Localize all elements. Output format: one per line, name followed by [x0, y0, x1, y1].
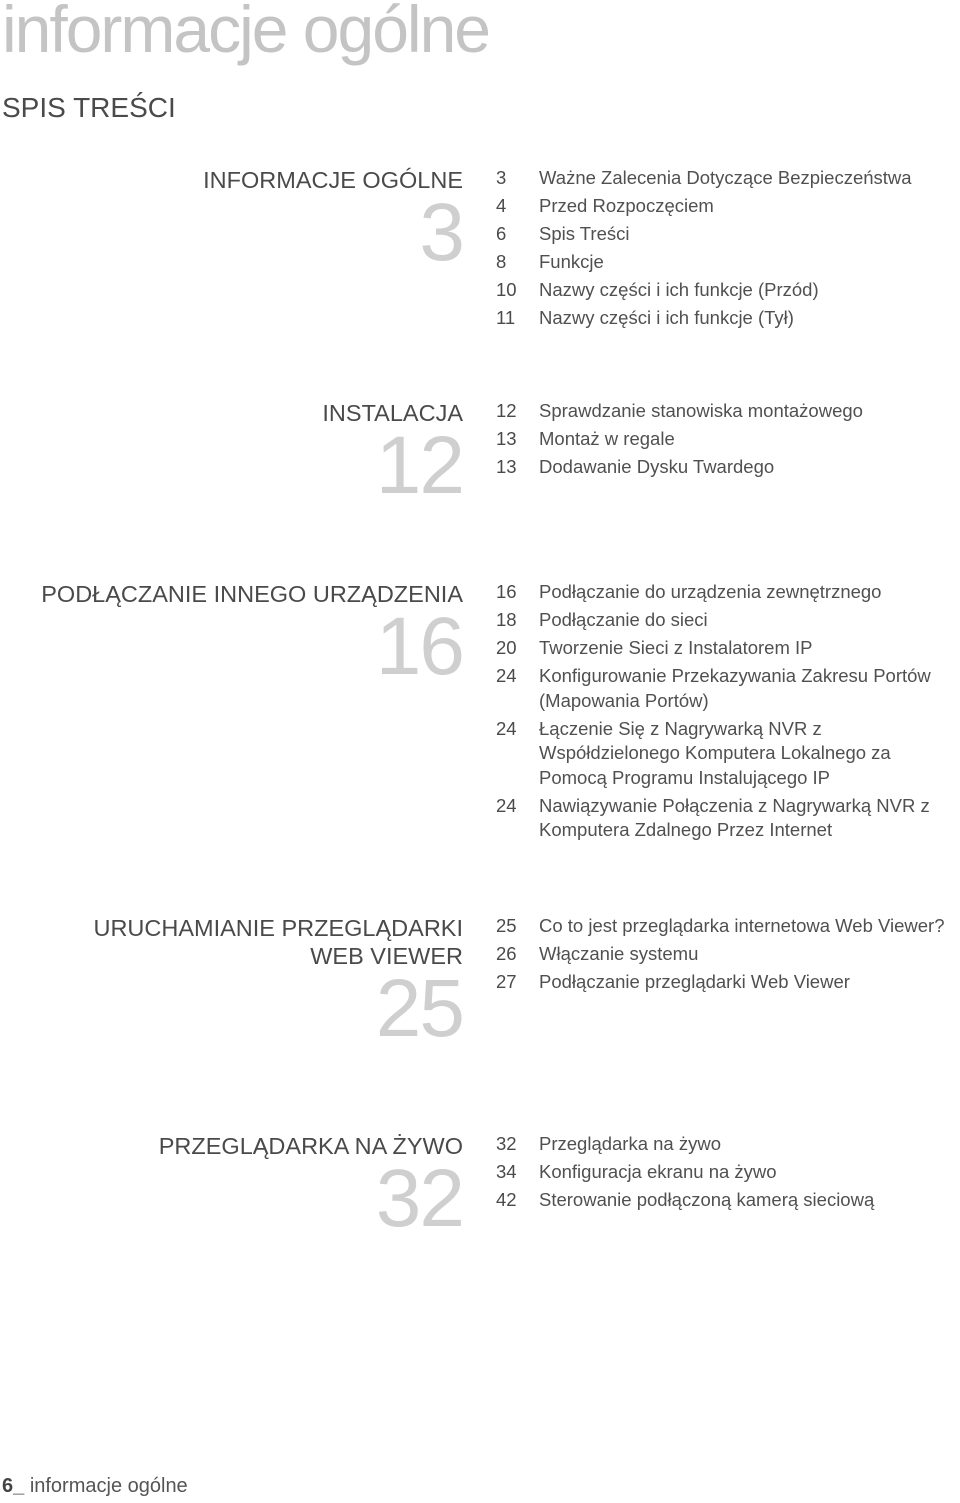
page-title: informacje ogólne	[2, 0, 489, 66]
toc-entry[interactable]	[496, 1188, 958, 1213]
entry-page-number: 26	[496, 943, 517, 964]
entry-title: Sprawdzanie stanowiska montażowego	[539, 400, 863, 421]
toc-entry[interactable]	[496, 608, 958, 633]
entry-page-number: 20	[496, 637, 517, 658]
entry-list	[496, 914, 958, 998]
toc-entry[interactable]	[496, 166, 958, 191]
entry-title: Sterowanie podłączoną kamerą sieciową	[539, 1189, 875, 1210]
section-header	[41, 580, 463, 692]
toc-entry[interactable]	[496, 636, 958, 661]
entry-page-number: 10	[496, 279, 517, 300]
entry-list	[496, 399, 958, 483]
entry-title: Funkcje	[539, 251, 604, 272]
toc-entry[interactable]	[496, 914, 958, 939]
toc-heading: SPIS TREŚCI	[2, 92, 176, 123]
entry-title: Łączenie Się z Nagrywarką NVR z Współdzielonego Komputera Lokalnego za Pomocą Programu Instalującego IP	[539, 717, 891, 788]
entry-title: Co to jest przeglądarka internetowa Web Viewer?	[539, 915, 945, 936]
section-header	[93, 914, 463, 1054]
entry-title: Ważne Zalecenia Dotyczące Bezpieczeństwa	[539, 167, 912, 188]
entry-list	[496, 580, 958, 846]
entry-title: Nazwy części i ich funkcje (Przód)	[539, 279, 819, 300]
toc-entry[interactable]	[496, 794, 958, 843]
toc-entry[interactable]	[496, 942, 958, 967]
toc-entry[interactable]	[496, 427, 958, 452]
entry-page-number: 4	[496, 195, 507, 216]
toc-entry[interactable]	[496, 399, 958, 424]
entry-page-number: 6	[496, 223, 507, 244]
section-start-page: 25	[375, 963, 463, 1054]
entry-page-number: 27	[496, 971, 517, 992]
entry-page-number: 12	[496, 400, 517, 421]
toc-entry[interactable]	[496, 250, 958, 275]
toc-entry[interactable]	[496, 664, 958, 713]
section-start-page: 12	[375, 420, 463, 511]
section-header	[158, 1132, 463, 1244]
entry-title: Przeglądarka na żywo	[539, 1133, 722, 1154]
section-title: INFORMACJE OGÓLNE	[203, 167, 463, 193]
page-footer	[2, 1476, 188, 1496]
toc-entry[interactable]	[496, 1132, 958, 1157]
section-title: INSTALACJA	[322, 400, 463, 426]
section-header	[203, 166, 463, 278]
entry-title: Włączanie systemu	[539, 943, 699, 964]
section-title-line-2: WEB VIEWER	[310, 943, 463, 969]
entry-page-number: 13	[496, 456, 517, 477]
entry-title: Dodawanie Dysku Twardego	[539, 456, 775, 477]
toc-entry[interactable]	[496, 580, 958, 605]
toc-entry[interactable]	[496, 306, 958, 331]
toc-entry[interactable]	[496, 194, 958, 219]
entry-page-number: 25	[496, 915, 517, 936]
section-start-page: 3	[419, 187, 463, 278]
section-header	[322, 399, 463, 511]
entry-page-number: 32	[496, 1133, 517, 1154]
entry-page-number: 42	[496, 1189, 517, 1210]
entry-title: Nawiązywanie Połączenia z Nagrywarką NVR z Komputera Zdalnego Przez Internet	[539, 794, 930, 840]
entry-page-number: 8	[496, 251, 507, 272]
entry-page-number: 11	[496, 307, 516, 328]
entry-title: Podłączanie do urządzenia zewnętrznego	[539, 581, 882, 602]
entry-page-number: 24	[496, 717, 517, 739]
entry-page-number: 24	[496, 794, 517, 816]
entry-title: Montaż w regale	[539, 428, 675, 449]
entry-list	[496, 1132, 958, 1216]
section-title: PODŁĄCZANIE INNEGO URZĄDZENIA	[41, 581, 463, 607]
toc-entry[interactable]	[496, 1160, 958, 1185]
entry-title: Konfigurowanie Przekazywania Zakresu Portów (Mapowania Portów)	[539, 665, 931, 711]
section-start-page: 16	[375, 601, 463, 692]
entry-title: Konfiguracja ekranu na żywo	[539, 1161, 777, 1182]
entry-page-number: 34	[496, 1161, 517, 1182]
section-title: URUCHAMIANIE PRZEGLĄDARKI	[93, 915, 463, 941]
entry-page-number: 24	[496, 665, 517, 686]
toc-entry[interactable]	[496, 222, 958, 247]
entry-title: Tworzenie Sieci z Instalatorem IP	[539, 637, 813, 658]
entry-title: Nazwy części i ich funkcje (Tył)	[539, 307, 794, 328]
toc-entry[interactable]	[496, 970, 958, 995]
entry-page-number: 3	[496, 167, 507, 188]
footer-page-number: 6_	[2, 1475, 25, 1497]
toc-entry[interactable]	[496, 278, 958, 303]
entry-list	[496, 166, 958, 334]
toc-entry[interactable]	[496, 455, 958, 480]
footer-section-name: informacje ogólne	[29, 1475, 188, 1497]
entry-page-number: 16	[496, 581, 517, 602]
entry-title: Spis Treści	[539, 223, 630, 244]
entry-title: Podłączanie przeglądarki Web Viewer	[539, 971, 850, 992]
entry-page-number: 13	[496, 428, 517, 449]
entry-page-number: 18	[496, 609, 517, 630]
entry-title: Podłączanie do sieci	[539, 609, 708, 630]
section-start-page: 32	[375, 1153, 463, 1244]
entry-title: Przed Rozpoczęciem	[539, 195, 714, 216]
toc-entry[interactable]	[496, 717, 958, 791]
section-title: PRZEGLĄDARKA NA ŻYWO	[158, 1133, 463, 1159]
